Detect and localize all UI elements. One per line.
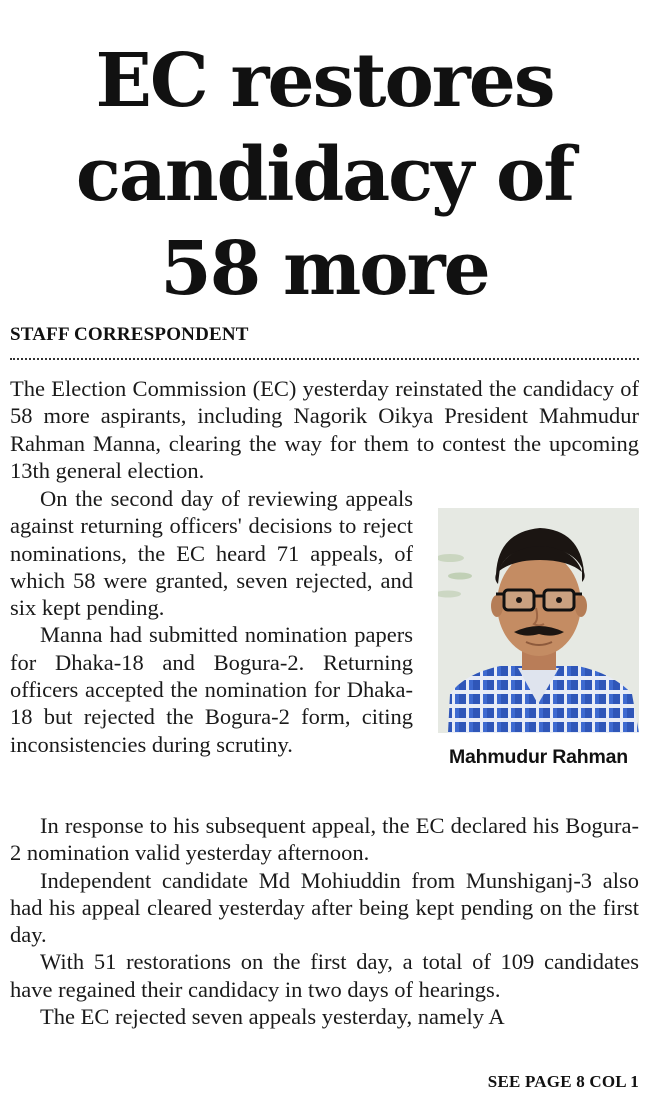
headline-line-2: candidacy of [75,132,574,218]
photo-caption: Mahmudur Rahman [448,746,628,768]
headline [0,34,649,316]
paragraph-1: The Election Commission (EC) yesterday reinstated the candidacy of 58 more aspirants, including Nagorik Oikya President Mahmudur Rahman Manna, clearing the way for them to contest the upcoming 13th general election. [10,376,639,483]
portrait-photo [438,508,639,733]
byline: STAFF CORRESPONDENT [10,324,249,345]
article-continued [10,812,639,1030]
paragraph-6: With 51 restorations on the first day, a total of 109 candidates have regained their candidacy in two days of hearings. [10,949,639,1002]
paragraph-3: Manna had submitted nomination papers for Dhaka-18 and Bogura-2. Returning officers accepted the nomination for Dhaka-18 but rejected the Bogura-2 form, citing inconsistencies during scrutiny. [10,622,413,757]
paragraph-4: In response to his subsequent appeal, the EC declared his Bogura-2 nomination valid yesterday afternoon. [10,813,639,866]
article-lead [10,375,639,484]
continuation-jump-link[interactable]: SEE PAGE 8 COL 1 [487,1072,639,1091]
portrait-illustration [438,508,639,733]
dotted-divider [10,358,639,360]
paragraph-2: On the second day of reviewing appeals against returning officers' decisions to reject nominations, the EC heard 71 appeals, of which 58 were granted, seven rejected, and six kept pending. [10,486,413,621]
paragraph-7: The EC rejected seven appeals yesterday, namely A [40,1004,505,1030]
headline-line-1: EC restores [95,38,554,124]
paragraph-5: Independent candidate Md Mohiuddin from Munshiganj-3 also had his appeal cleared yesterday after being kept pending on the first day. [10,867,639,948]
article-narrow-column [10,485,413,758]
headline-line-3: 58 more [160,226,489,312]
